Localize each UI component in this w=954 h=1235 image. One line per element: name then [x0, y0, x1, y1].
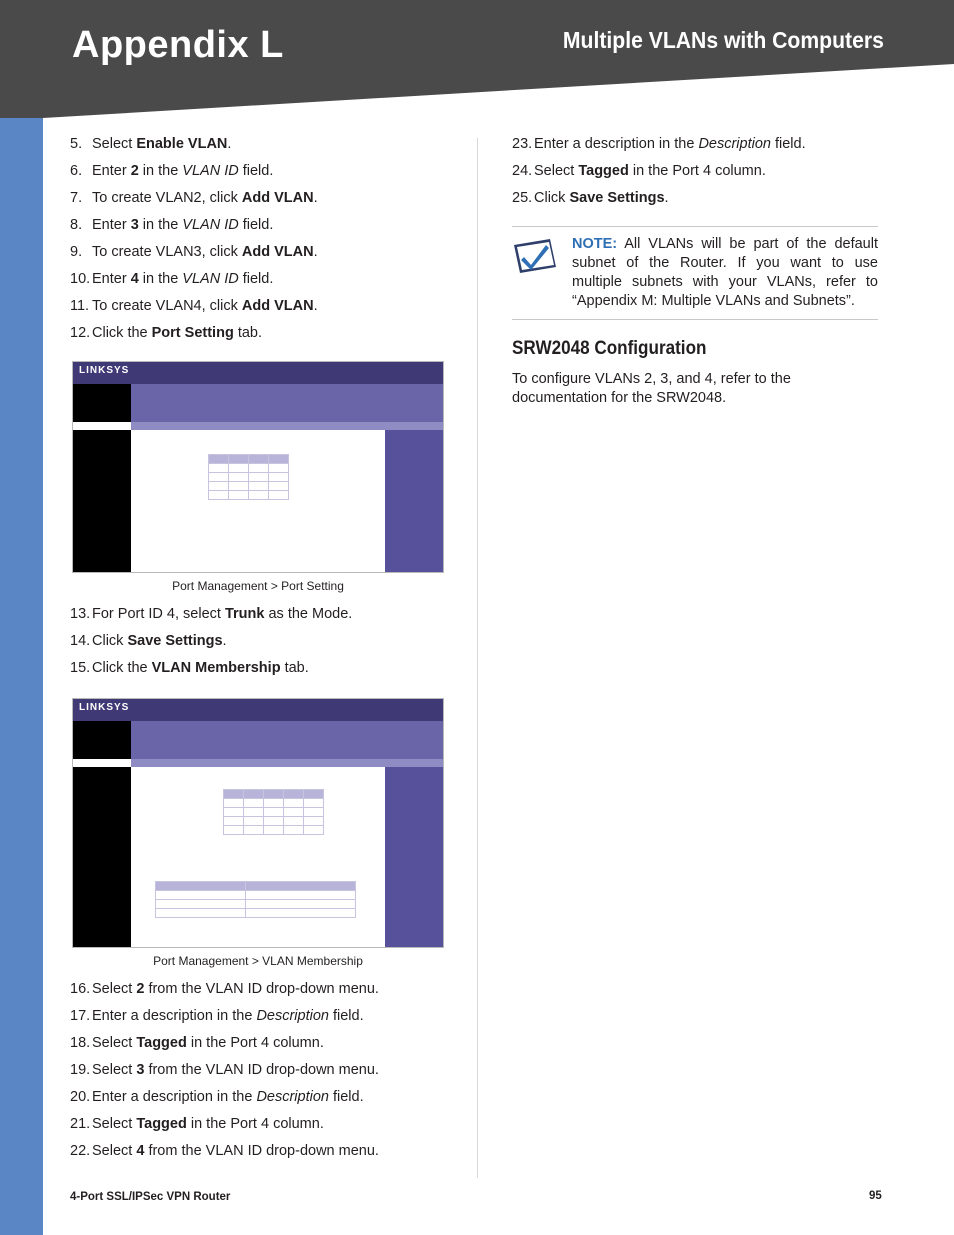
step-text: from the VLAN ID drop-down menu.: [144, 1143, 379, 1159]
step-number: 7.: [70, 190, 83, 206]
step-item: [70, 162, 450, 189]
step-text: field.: [328, 1008, 364, 1024]
step-text: 3: [136, 1062, 145, 1078]
step-text: Enter a description in the: [534, 136, 699, 152]
screenshot-subnav: [131, 759, 444, 767]
step-text: Click: [92, 633, 128, 649]
step-item: [70, 605, 450, 632]
step-text: VLAN ID: [182, 271, 239, 287]
step-item: [512, 162, 878, 189]
step-item: [70, 1115, 450, 1142]
step-item: [512, 135, 878, 162]
step-text: Save Settings: [127, 633, 223, 649]
step-text: .: [313, 298, 318, 314]
step-item: [70, 1088, 450, 1115]
checkmark-icon: [512, 237, 558, 275]
screenshot-help-panel: [385, 430, 443, 573]
step-item: [70, 189, 450, 216]
step-text: Click the: [92, 325, 152, 341]
step-number: 16.: [70, 981, 91, 997]
screenshot-sidebar: [73, 767, 131, 948]
step-text: .: [313, 190, 318, 206]
step-text: Description: [256, 1089, 329, 1105]
step-text: tab.: [233, 325, 263, 341]
step-text: from the VLAN ID drop-down menu.: [144, 981, 379, 997]
step-text: Port Setting: [151, 325, 234, 341]
appendix-title: Appendix L: [72, 24, 284, 66]
step-text: .: [313, 244, 318, 260]
step-number: 5.: [70, 136, 83, 152]
vlan-membership-table: [223, 789, 324, 835]
step-item: [70, 1061, 450, 1088]
step-number: 23.: [512, 136, 533, 152]
step-number: 12.: [70, 325, 91, 341]
screenshot-nav-left: [73, 384, 131, 422]
step-item: [512, 189, 878, 216]
step-text: in the: [138, 271, 183, 287]
step-number: 6.: [70, 163, 83, 179]
step-text: field.: [770, 136, 806, 152]
step-text: 2: [136, 981, 145, 997]
step-item: [70, 270, 450, 297]
screenshot-help-panel: [385, 767, 443, 948]
step-text: Tagged: [136, 1035, 187, 1051]
step-text: field.: [238, 163, 274, 179]
step-text: in the: [138, 163, 183, 179]
step-text: as the Mode.: [264, 606, 353, 622]
step-number: 18.: [70, 1035, 91, 1051]
step-text: Enter a description in the: [92, 1008, 257, 1024]
step-text: Select: [534, 163, 579, 179]
linksys-logo: LINKSYS: [79, 702, 130, 713]
step-text: To create VLAN4, click: [92, 298, 242, 314]
step-text: VLAN Membership: [151, 660, 281, 676]
step-text: Enter: [92, 271, 131, 287]
step-text: .: [664, 190, 669, 206]
step-number: 24.: [512, 163, 533, 179]
note-text: [572, 235, 878, 311]
step-text: 2: [130, 163, 139, 179]
step-item: [70, 1034, 450, 1061]
step-text: in the Port 4 column.: [628, 163, 766, 179]
step-item: [70, 980, 450, 1007]
step-text: Select: [92, 1062, 137, 1078]
step-text: .: [227, 136, 232, 152]
step-number: 19.: [70, 1062, 91, 1078]
step-number: 21.: [70, 1116, 91, 1132]
step-item: [70, 216, 450, 243]
step-text: Enter a description in the: [92, 1089, 257, 1105]
port-vlan-summary-table: [155, 881, 356, 918]
step-text: field.: [238, 217, 274, 233]
step-number: 22.: [70, 1143, 91, 1159]
vlan-membership-screenshot: [72, 698, 444, 948]
step-text: Tagged: [578, 163, 629, 179]
note-box: [512, 226, 878, 320]
note-body: All VLANs will be part of the default subnet of the Router. If you want to use multiple subnets with your VLANs, refer to “Appendix M: Multiple VLANs and Subnets”.: [572, 236, 878, 309]
step-text: Trunk: [224, 606, 265, 622]
step-number: 10.: [70, 271, 91, 287]
steps-23-25: [512, 135, 878, 216]
step-text: 4: [136, 1143, 145, 1159]
port-setting-table: [208, 454, 289, 500]
port-setting-screenshot: [72, 361, 444, 573]
step-text: Add VLAN: [241, 190, 314, 206]
step-item: [70, 1007, 450, 1034]
step-item: [70, 297, 450, 324]
step-text: Click the: [92, 660, 152, 676]
step-text: field.: [328, 1089, 364, 1105]
step-text: Description: [698, 136, 771, 152]
step-text: from the VLAN ID drop-down menu.: [144, 1062, 379, 1078]
step-number: 15.: [70, 660, 91, 676]
step-text: Select: [92, 981, 137, 997]
step-text: Enable VLAN: [136, 136, 228, 152]
step-text: VLAN ID: [182, 217, 239, 233]
step-text: tab.: [280, 660, 309, 676]
step-text: Click: [534, 190, 570, 206]
step-number: 11.: [70, 298, 90, 314]
step-text: in the Port 4 column.: [186, 1116, 324, 1132]
steps-5-12: [70, 135, 450, 351]
step-item: [70, 135, 450, 162]
footer-page-number: 95: [869, 1190, 882, 1202]
step-number: 8.: [70, 217, 83, 233]
step-text: 4: [130, 271, 139, 287]
step-text: Tagged: [136, 1116, 187, 1132]
step-text: Select: [92, 136, 137, 152]
step-text: Enter: [92, 217, 131, 233]
step-text: VLAN ID: [182, 163, 239, 179]
step-item: [70, 1142, 450, 1169]
step-item: [70, 324, 450, 351]
step-number: 9.: [70, 244, 83, 260]
page-header: [0, 0, 954, 120]
step-text: Select: [92, 1035, 137, 1051]
screenshot-subnav: [131, 422, 444, 430]
step-item: [70, 243, 450, 270]
srw2048-body: To configure VLANs 2, 3, and 4, refer to the documentation for the SRW2048.: [512, 371, 791, 406]
step-item: [70, 659, 450, 686]
step-number: 14.: [70, 633, 91, 649]
screenshot-nav-left: [73, 721, 131, 759]
step-text: .: [222, 633, 227, 649]
footer-product: 4-Port SSL/IPSec VPN Router: [70, 1191, 231, 1203]
step-number: 17.: [70, 1008, 91, 1024]
column-divider: [477, 138, 478, 1178]
step-text: To create VLAN2, click: [92, 190, 242, 206]
step-number: 20.: [70, 1089, 91, 1105]
step-text: 3: [130, 217, 139, 233]
note-label: NOTE:: [572, 236, 618, 252]
screenshot-sidebar: [73, 430, 131, 573]
step-text: Select: [92, 1143, 137, 1159]
steps-16-22: [70, 980, 450, 1169]
step-text: Description: [256, 1008, 329, 1024]
section-title: Multiple VLANs with Computers: [563, 27, 884, 53]
step-text: in the Port 4 column.: [186, 1035, 324, 1051]
left-column: [70, 135, 450, 1169]
linksys-logo: LINKSYS: [79, 365, 130, 376]
step-text: Select: [92, 1116, 137, 1132]
step-text: Enter: [92, 163, 131, 179]
srw2048-heading: SRW2048 Configuration: [512, 338, 707, 359]
step-number: 25.: [512, 190, 533, 206]
step-number: 13.: [70, 606, 91, 622]
step-text: To create VLAN3, click: [92, 244, 242, 260]
step-text: field.: [238, 271, 274, 287]
step-text: in the: [138, 217, 183, 233]
screenshot-top-bar: [73, 699, 443, 721]
step-text: For Port ID 4, select: [92, 606, 225, 622]
step-text: Add VLAN: [241, 244, 314, 260]
left-accent-bar: [0, 0, 43, 1235]
figure2-caption: Port Management > VLAN Membership: [153, 954, 363, 968]
figure1-caption: Port Management > Port Setting: [172, 579, 344, 593]
right-column: [512, 135, 878, 408]
steps-13-15: [70, 605, 450, 686]
step-text: Add VLAN: [241, 298, 314, 314]
step-item: [70, 632, 450, 659]
step-text: Save Settings: [569, 190, 665, 206]
screenshot-top-bar: [73, 362, 443, 384]
